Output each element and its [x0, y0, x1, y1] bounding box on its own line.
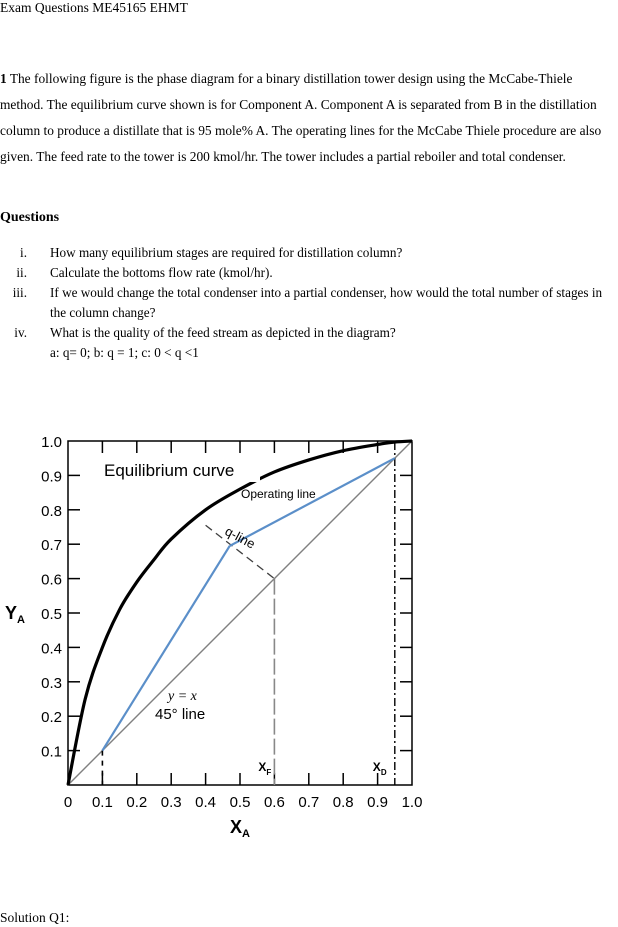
- y-tick-label: 0.4: [41, 640, 62, 658]
- question-text: Calculate the bottoms flow rate (kmol/hr).: [50, 265, 273, 280]
- questions-list: [0, 243, 618, 363]
- x-tick-label: 0.6: [263, 794, 285, 811]
- solution-label: Solution Q1:: [0, 910, 70, 925]
- equilibrium-curve-label: Equilibrium curve: [104, 461, 235, 480]
- question-item: [0, 283, 618, 323]
- x-tick-label: 0.5: [229, 794, 251, 811]
- question-text: How many equilibrium stages are required for distillation column?: [50, 245, 403, 260]
- y-tick-label: 1.0: [41, 434, 62, 451]
- x-tick-label: 0.2: [126, 794, 148, 811]
- questions-heading: Questions: [0, 210, 60, 225]
- problem-text: The following figure is the phase diagram for a binary distillation tower design using the McCabe-Thiele method. The equilibrium curve shown is for Component A. Component A is separated from B in the distillation column to produce a distillate that is 95 mole% A. The operating lines for the McCabe Thiele procedure are also given. The feed rate to the tower is 200 kmol/hr. The tower includes a partial reboiler and total condenser.: [0, 71, 602, 164]
- question-number: iii.: [12, 285, 27, 300]
- x-tick-label: 0.1: [91, 794, 113, 811]
- problem-paragraph: [0, 66, 618, 170]
- x-tick-label: 0.4: [195, 794, 217, 811]
- y-tick-label: 0.7: [41, 537, 62, 555]
- question-number: iv.: [14, 325, 27, 340]
- question-number: ii.: [16, 265, 27, 280]
- question-item: [0, 263, 618, 283]
- y-tick-label: 0.1: [41, 743, 62, 761]
- page-header: Exam Questions ME45165 EHMT: [0, 0, 188, 15]
- x-tick-label: 0.7: [298, 794, 320, 811]
- x-tick-label: 0.3: [160, 794, 182, 811]
- xf-label: $X_F$: [258, 760, 272, 777]
- y-tick-label: 0.8: [41, 502, 62, 520]
- x-tick-label: 0.9: [367, 794, 389, 811]
- y-axis-label: $Y_A$: [5, 603, 25, 626]
- y-tick-label: 0.9: [41, 468, 62, 486]
- xd-label: $X_D$: [372, 760, 387, 777]
- x-tick-label: 1.0: [401, 794, 423, 811]
- question-item: [0, 323, 618, 343]
- mccabe-thiele-chart: [0, 430, 440, 845]
- y-tick-label: 0.2: [41, 709, 62, 727]
- question-text: If we would change the total condenser into a partial condenser, how would the total number of stages in the column change?: [50, 285, 603, 320]
- question-item: [0, 243, 618, 263]
- x-axis-label: $X_A$: [230, 817, 250, 840]
- problem-number: 1: [0, 71, 7, 86]
- operating-line-label: Operating line: [241, 487, 316, 501]
- question-number: i.: [20, 245, 27, 260]
- diagonal-45-label: 45° line: [155, 706, 206, 723]
- y-tick-label: 0.5: [41, 606, 62, 623]
- question-text: What is the quality of the feed stream as depicted in the diagram?: [50, 325, 396, 340]
- chart-svg: [0, 430, 440, 840]
- answer-options: a: q= 0; b: q = 1; c: 0 < q <1: [50, 345, 199, 360]
- diagonal-equation-label: y = x: [168, 689, 197, 704]
- x-tick-label: 0: [63, 794, 73, 811]
- y-tick-label: 0.6: [41, 571, 62, 589]
- y-tick-label: 0.3: [41, 674, 62, 692]
- x-tick-label: 0.8: [332, 794, 354, 811]
- q-line-label: q-line: [222, 523, 258, 552]
